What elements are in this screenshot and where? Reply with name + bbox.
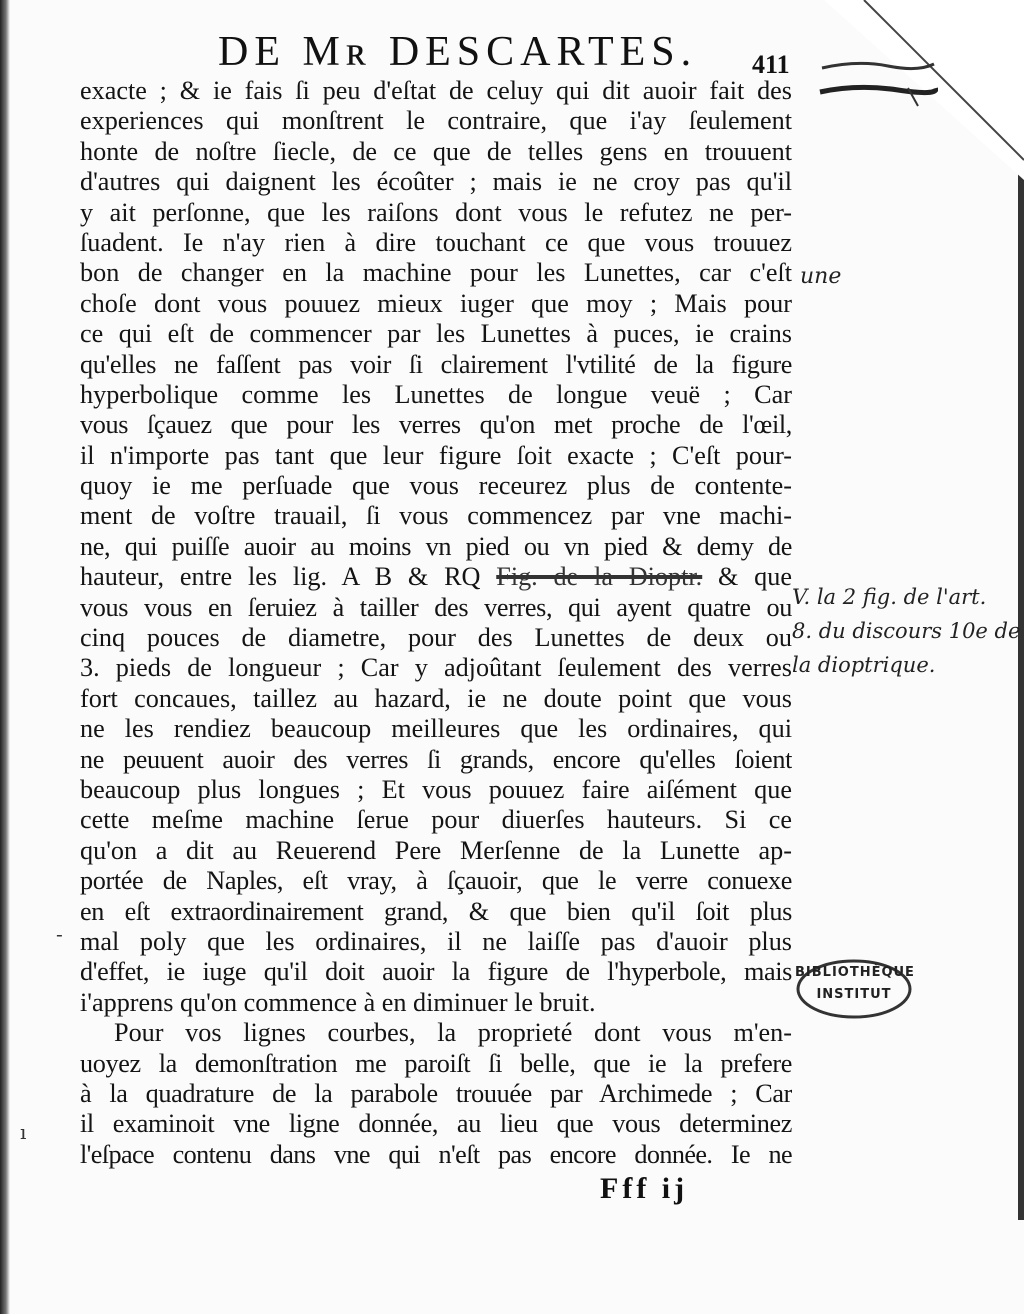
- text-line-5: y ait perſonne, que les raiſons dont vous le refutez ne per-: [80, 197, 792, 227]
- text-line-9: ce qui eſt de commencer par les Lunettes à puces, ie crains: [80, 319, 792, 349]
- text-line-14: quoy ie me perſuade que vous receurez plus de contente-: [80, 471, 792, 501]
- text-line-36: l'eſpace contenu dans vne qui n'eſt pas encore donnée. Ie ne: [80, 1139, 792, 1169]
- library-stamp-text: [795, 962, 913, 1006]
- stamp-line-2: INSTITUT: [816, 987, 892, 1002]
- text-line-22: ne les rendiez beaucoup meilleures que les ordinaires, qui: [80, 714, 792, 744]
- text-line-10: qu'elles ne faſſent pas voir ſi clairement l'vtilité de la figure: [80, 349, 792, 379]
- stamp-line-1: BIBLIOTHÈQUE: [795, 965, 915, 980]
- running-head: DE Mʀ DESCARTES.: [218, 29, 698, 75]
- text-line-17-end: & que: [718, 562, 792, 592]
- text-line-28: en eſt extraordinairement grand, & que bien qu'il ſoit plus: [80, 896, 792, 926]
- margin-note-figure-reference: [792, 580, 1020, 682]
- margin-note-une: une: [800, 264, 842, 289]
- text-line-33: uoyez la demonſtration me paroiſt ſi belle, que ie la prefere: [80, 1048, 792, 1078]
- text-line-15: ment de voſtre trauail, ſi vous commencez par vne machi-: [80, 501, 792, 531]
- margin-note-line-1: V. la 2 fig. de l'art.: [792, 585, 987, 609]
- text-line-4: d'autres qui daignent les écoûter ; mais ie ne croy pas qu'il: [80, 167, 792, 197]
- page-number: 411: [752, 50, 790, 79]
- struck-phrase: Fig. de la Dioptr.: [496, 562, 703, 592]
- text-line-27: portée de Naples, eſt vray, à ſçauoir, que le verre conuexe: [80, 866, 792, 896]
- text-line-32: Pour vos lignes courbes, la proprieté dont vous m'en-: [114, 1018, 792, 1048]
- text-line-23: ne peuuent auoir des verres ſi grands, encore qu'elles ſoient: [80, 744, 792, 774]
- text-line-35: il examinoit vne ligne donnée, au lieu que vous determinez: [80, 1109, 792, 1139]
- text-line-12: vous ſçauez que pour les verres qu'on met proche de l'œil,: [80, 410, 792, 440]
- text-line-17: [80, 562, 792, 592]
- text-line-1: exacte ; & ie fais ſi peu d'eſtat de celuy qui dit auoir fait des: [80, 76, 792, 105]
- text-line-13: il n'importe pas tant que leur figure ſoit exacte ; C'eſt pour-: [80, 440, 792, 470]
- scan-edge-right: [1018, 170, 1024, 1220]
- margin-note-line-2: 8. du discours 10e de: [792, 619, 1021, 643]
- text-line-34: à la quadrature de la parabole trouuée par Archimede ; Car: [80, 1078, 792, 1108]
- margin-dash-mark: -: [56, 922, 63, 946]
- text-line-8: choſe dont vous pouuez mieux iuger que moy ; Mais pour: [80, 288, 792, 318]
- text-line-19: cinq pouces de diametre, pour des Lunettes de deux ou: [80, 623, 792, 653]
- text-line-25: cette meſme machine ſerue pour diuerſes hauteurs. Si ce: [80, 805, 792, 835]
- text-line-11: hyperbolique comme les Lunettes de longue veuë ; Car: [80, 379, 792, 409]
- text-line-30: d'effet, ie iuge qu'il doit auoir la figure de l'hyperbole, mais: [80, 957, 792, 987]
- margin-tick-mark: ı: [20, 1120, 27, 1144]
- text-line-29: mal poly que les ordinaires, il ne laiſſe pas d'auoir plus: [80, 926, 792, 956]
- struck-out-margin-note: [818, 58, 938, 108]
- body-text: [80, 76, 792, 1170]
- text-line-7: bon de changer en la machine pour les Lunettes, car c'eſt: [80, 258, 792, 288]
- text-line-2: experiences qui monſtrent le contraire, que i'ay ſeulement: [80, 106, 792, 136]
- text-line-18: vous vous en ſeruiez à tailler des verres, qui ayent quatre ou: [80, 592, 792, 622]
- text-line-31: i'apprens qu'on commence à en diminuer le bruit.: [80, 987, 596, 1017]
- text-line-26: qu'on a dit au Reuerend Pere Merſenne de la Lunette ap-: [80, 835, 792, 865]
- scan-edge-left: [0, 0, 10, 1314]
- text-line-16: ne, qui puiſſe auoir au moins vn pied ou vn pied & demy de: [80, 531, 792, 561]
- margin-note-line-3: la dioptrique.: [792, 653, 936, 677]
- text-line-24: beaucoup plus longues ; Et vous pouuez faire aiſément que: [80, 774, 792, 804]
- text-line-3: honte de noſtre ſiecle, de ce que de telles gens en trouuent: [80, 136, 792, 166]
- signature-mark: Fff ij: [600, 1172, 689, 1205]
- text-line-21: fort concaues, taillez au hazard, ie ne doute point que vous: [80, 683, 792, 713]
- text-line-6: ſuadent. Ie n'ay rien à dire touchant ce que vous trouuez: [80, 227, 792, 257]
- text-line-17-start: hauteur, entre les lig. A B & RQ: [80, 562, 481, 592]
- text-line-20: 3. pieds de longueur ; Car y adjoûtant ſeulement des verres: [80, 653, 792, 683]
